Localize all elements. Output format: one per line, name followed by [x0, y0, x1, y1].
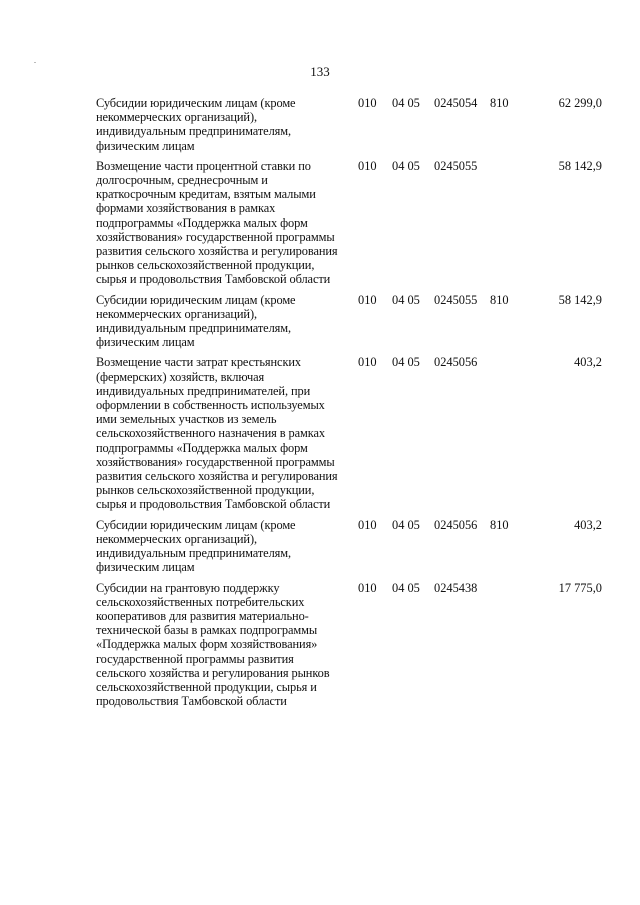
row-description: Субсидии юридическим лицам (кроме некоммерческих организаций), индивидуальным предпринимателям, физическим лицам: [96, 96, 296, 153]
row-section-code: 04 05: [392, 158, 420, 173]
row-description: Субсидии юридическим лицам (кроме некоммерческих организаций), индивидуальным предпринимателям, физическим лицам: [96, 517, 296, 575]
row-expense-type: 810: [490, 292, 509, 307]
row-expense-type: 810: [490, 517, 509, 532]
table-row: [96, 518, 606, 575]
table-row: [96, 581, 606, 709]
row-article-code: 0245055: [434, 292, 478, 307]
row-amount: 62 299,0: [558, 96, 602, 110]
scan-speck: [34, 62, 36, 63]
row-description: Возмещение части процентной ставки по долгосрочным, среднесрочным и краткосрочным кредитам, взятым малыми формами хозяйствования в рамках подпрограммы «Поддержка малых форм хозяйствования» государственной программы развития сельского хозяйства и регулирования рынков сельскохозяйственной продукции, сырья и продовольствия Тамбовской области: [96, 158, 338, 287]
row-description: Возмещение части затрат крестьянских (фермерских) хозяйств, включая индивидуальных предпринимателей, при оформлении в собственность используемых ими земельных участков из земель сельскохозяйственного назначения в рамках подпрограммы «Поддержка малых форм хозяйствования» государственной программы развития сельского хозяйства и регулирования рынков сельскохозяйственной продукции, сырья и продовольствия Тамбовской области: [96, 355, 338, 512]
row-amount: 58 142,9: [558, 158, 602, 173]
row-gov-code: 010: [358, 355, 377, 370]
row-amount: 403,2: [574, 355, 602, 370]
row-description: Субсидии на грантовую поддержку сельскохозяйственных потребительских кооперативов для развития материально-технической базы в рамках подпрограммы «Поддержка малых форм хозяйствования» государственной программы развития сельского хозяйства и регулирования рынков сельскохозяйственной продукции, сырья и продовольствия Тамбовской области: [96, 580, 330, 709]
row-article-code: 0245056: [434, 517, 478, 532]
row-section-code: 04 05: [392, 580, 420, 595]
row-gov-code: 010: [358, 580, 377, 595]
row-gov-code: 010: [358, 96, 377, 110]
table-row: [96, 96, 606, 153]
budget-table: [96, 96, 606, 714]
table-row: [96, 293, 606, 350]
table-row: [96, 355, 606, 511]
row-section-code: 04 05: [392, 96, 420, 110]
table-row: [96, 159, 606, 287]
row-description: Субсидии юридическим лицам (кроме некоммерческих организаций), индивидуальным предпринимателям, физическим лицам: [96, 292, 296, 350]
row-article-code: 0245438: [434, 580, 478, 595]
row-article-code: 0245056: [434, 355, 478, 370]
row-section-code: 04 05: [392, 517, 420, 532]
page-number: 133: [310, 64, 330, 79]
row-gov-code: 010: [358, 292, 377, 307]
row-article-code: 0245054: [434, 96, 478, 110]
row-amount: 17 775,0: [558, 580, 602, 595]
row-section-code: 04 05: [392, 292, 420, 307]
row-section-code: 04 05: [392, 355, 420, 370]
row-amount: 403,2: [574, 517, 602, 532]
row-article-code: 0245055: [434, 158, 478, 173]
row-gov-code: 010: [358, 517, 377, 532]
row-gov-code: 010: [358, 158, 377, 173]
row-expense-type: 810: [490, 96, 509, 110]
row-amount: 58 142,9: [558, 292, 602, 307]
